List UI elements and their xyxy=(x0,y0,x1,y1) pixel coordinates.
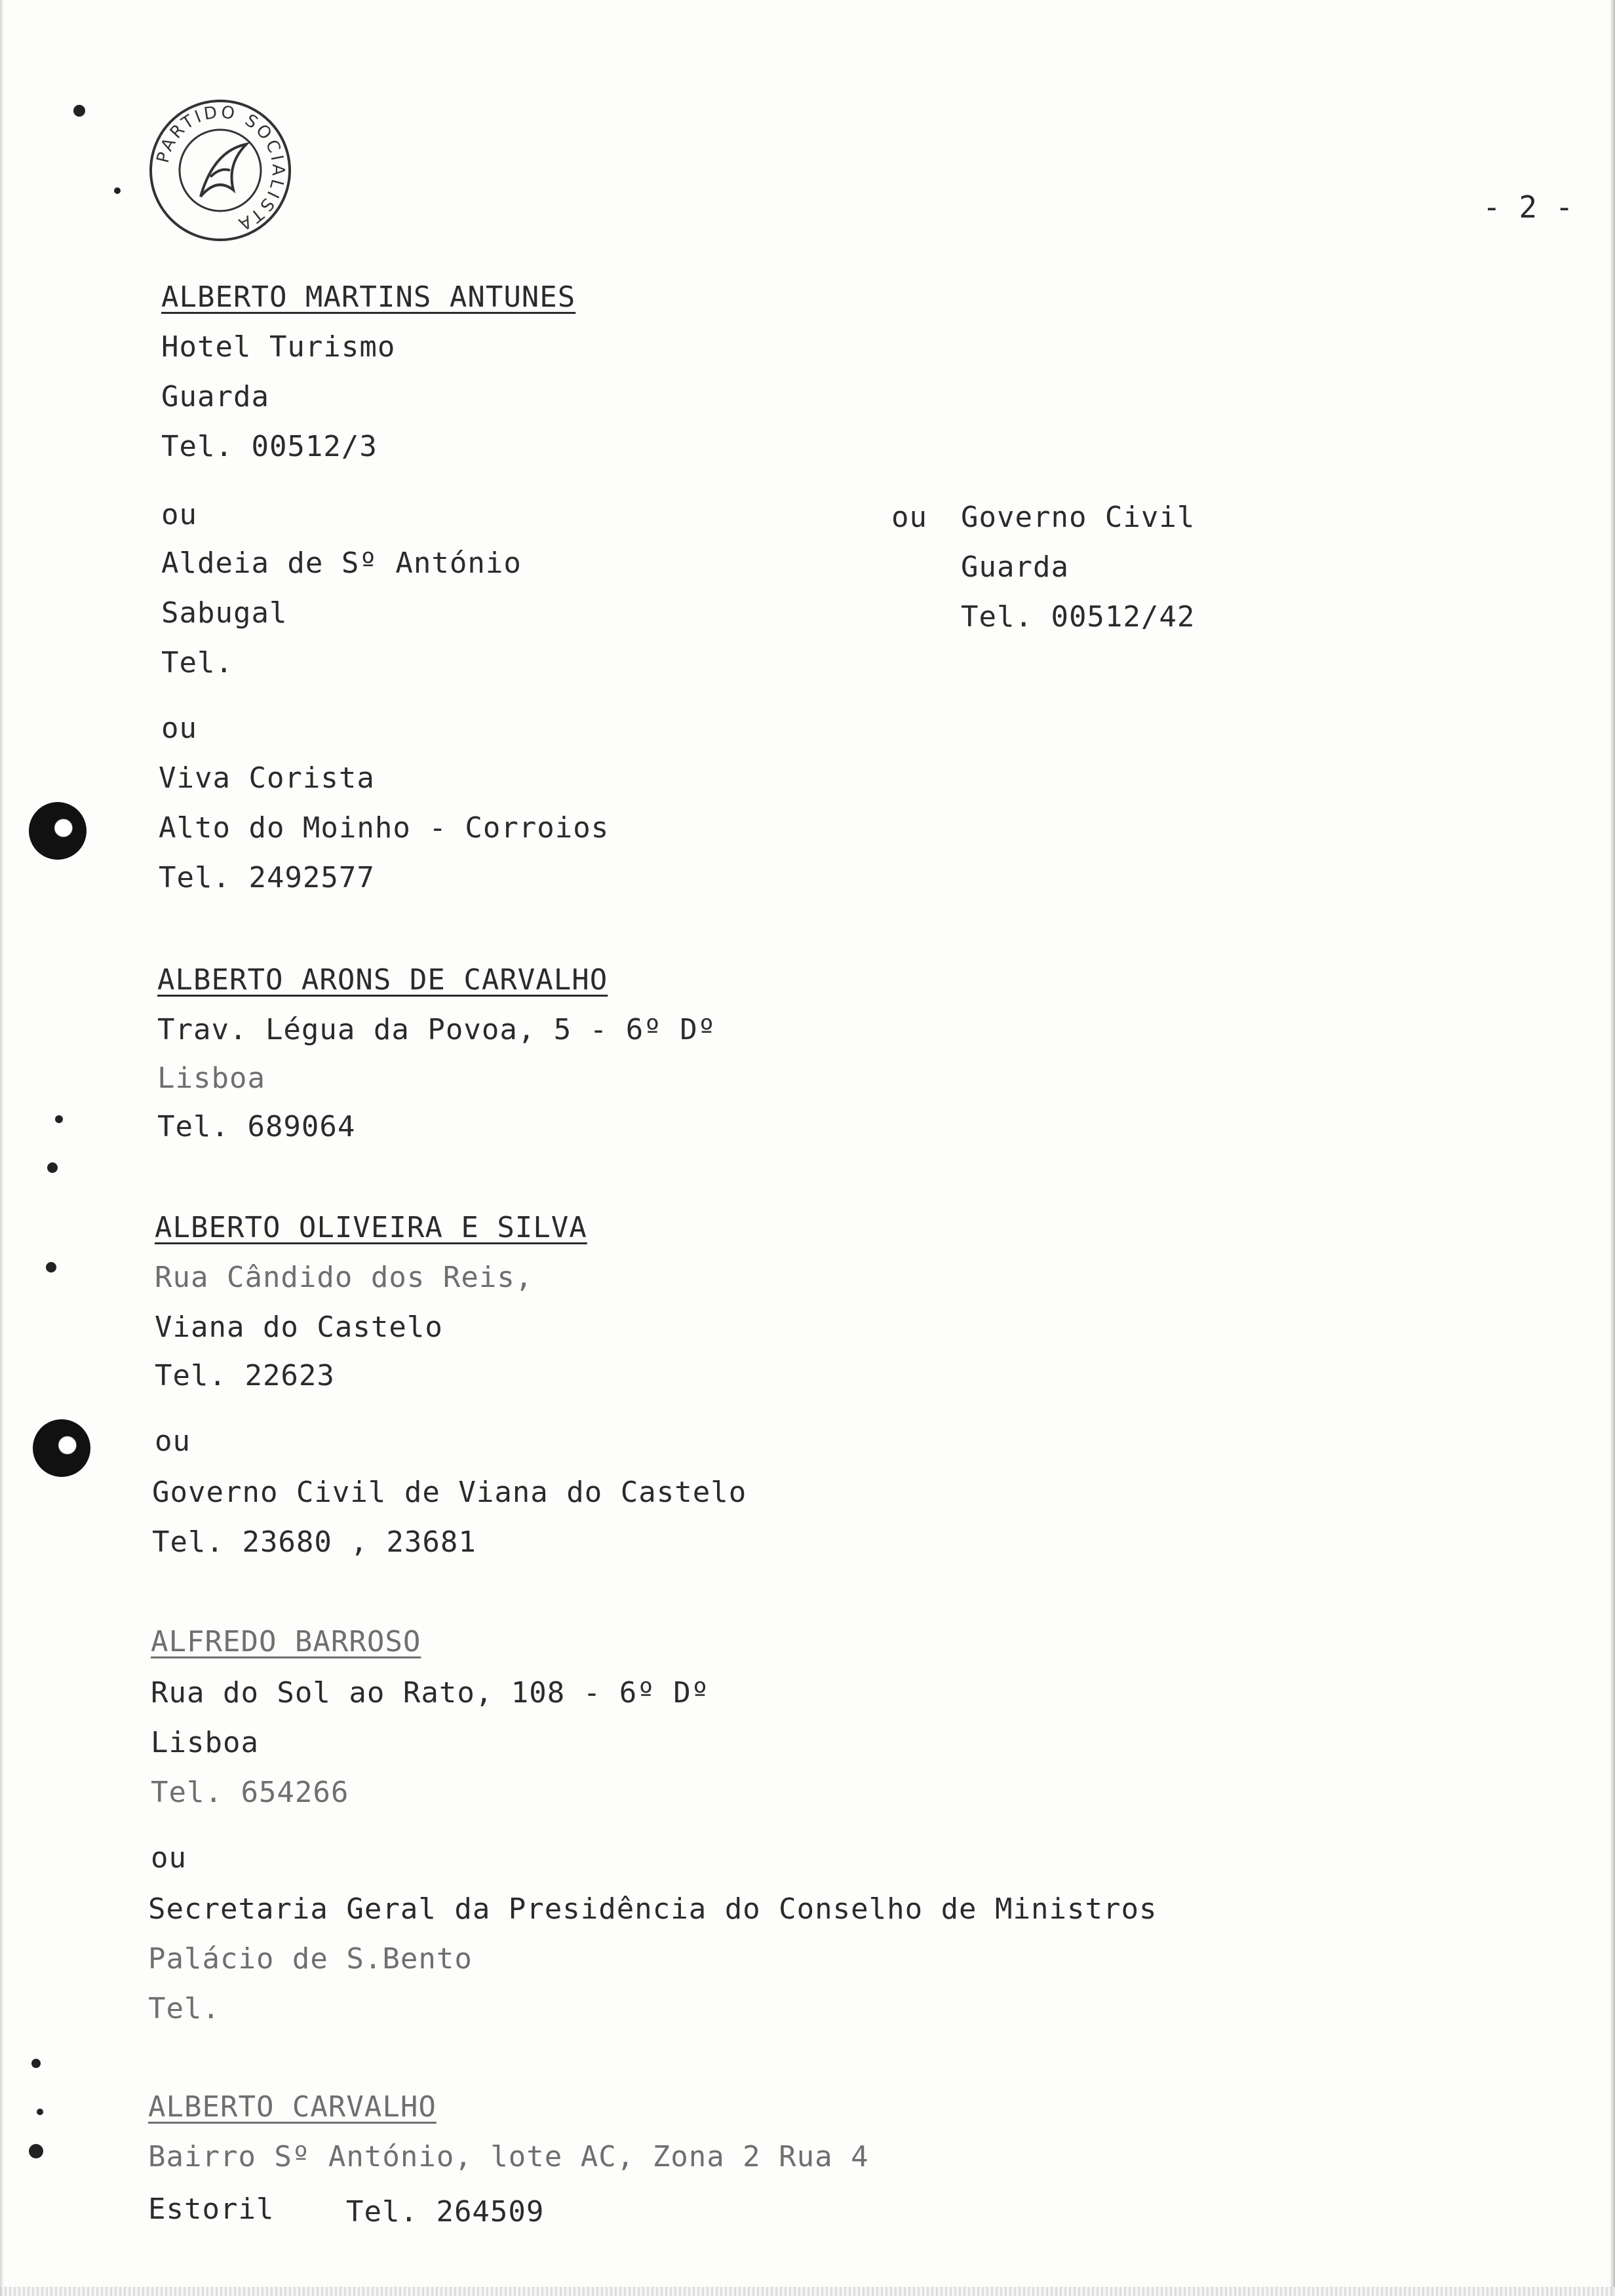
entry-name: ALBERTO OLIVEIRA E SILVA xyxy=(155,1211,587,1244)
page-number: - 2 - xyxy=(1483,189,1574,225)
scan-speck xyxy=(114,187,121,194)
seal-text: PARTIDO SOCIALISTA xyxy=(153,102,288,235)
address-line: Trav. Légua da Povoa, 5 - 6º Dº xyxy=(157,1013,716,1046)
address-line: Viana do Castelo xyxy=(155,1311,443,1344)
phone-line: Tel. 689064 xyxy=(157,1110,356,1143)
phone-line: Tel. 22623 xyxy=(155,1359,335,1392)
page-left-edge xyxy=(0,0,4,2296)
address-line: Alto do Moinho - Corroios xyxy=(159,811,610,845)
address-line: Secretaria Geral da Presidência do Conselho de Ministros xyxy=(148,1892,1158,1926)
address-line: Lisboa xyxy=(157,1062,265,1095)
address-line: Aldeia de Sº António xyxy=(161,546,522,580)
scan-speck xyxy=(46,1262,56,1272)
phone-line: Tel. xyxy=(161,646,233,679)
phone-line: Tel. xyxy=(148,1992,220,2025)
scan-speck xyxy=(47,1162,58,1173)
svg-text:PARTIDO SOCIALISTA xyxy=(153,102,288,235)
phone-line: Tel. 00512/42 xyxy=(961,600,1196,634)
phone-line: Tel. 23680 , 23681 xyxy=(152,1525,477,1559)
phone-line: Tel. 654266 xyxy=(151,1776,349,1809)
address-line: Sabugal xyxy=(161,596,288,630)
address-line: Guarda xyxy=(961,550,1069,584)
address-line: Governo Civil de Viana do Castelo xyxy=(152,1476,747,1509)
party-seal-icon xyxy=(148,98,292,242)
alternative-separator: ou xyxy=(155,1425,191,1458)
alternative-separator: ou xyxy=(151,1841,187,1875)
address-line: Estoril xyxy=(148,2192,275,2226)
address-line: Hotel Turismo xyxy=(161,330,396,364)
entry-name: ALBERTO CARVALHO xyxy=(148,2090,437,2124)
address-line: Bairro Sº António, lote AC, Zona 2 Rua 4 xyxy=(148,2140,869,2173)
address-line: Viva Corista xyxy=(159,761,375,795)
page-right-edge xyxy=(1610,0,1615,2296)
address-line: Guarda xyxy=(161,380,269,413)
phone-line: Tel. 00512/3 xyxy=(161,430,378,463)
scan-speck xyxy=(37,2109,43,2115)
phone-line: Tel. 2492577 xyxy=(159,861,375,894)
entry-name: ALFREDO BARROSO xyxy=(151,1625,421,1658)
phone-line: Tel. 264509 xyxy=(346,2195,545,2229)
scan-speck xyxy=(31,2059,41,2068)
punch-hole-top xyxy=(29,802,87,860)
alternative-separator: ou xyxy=(891,501,927,534)
alternative-separator: ou xyxy=(161,712,197,745)
scan-speck xyxy=(29,2144,43,2158)
alternative-separator: ou xyxy=(161,498,197,531)
address-line: Rua Cândido dos Reis, xyxy=(155,1261,534,1294)
scan-speck xyxy=(73,105,85,117)
entry-name: ALBERTO ARONS DE CARVALHO xyxy=(157,963,608,997)
entry-name: ALBERTO MARTINS ANTUNES xyxy=(161,280,576,314)
scan-speck xyxy=(55,1115,63,1123)
page-bottom-edge xyxy=(0,2287,1615,2296)
address-line: Rua do Sol ao Rato, 108 - 6º Dº xyxy=(151,1676,710,1710)
address-line: Lisboa xyxy=(151,1726,259,1759)
address-line: Palácio de S.Bento xyxy=(148,1942,473,1976)
address-line: Governo Civil xyxy=(961,501,1196,534)
punch-hole-bottom xyxy=(33,1419,90,1477)
